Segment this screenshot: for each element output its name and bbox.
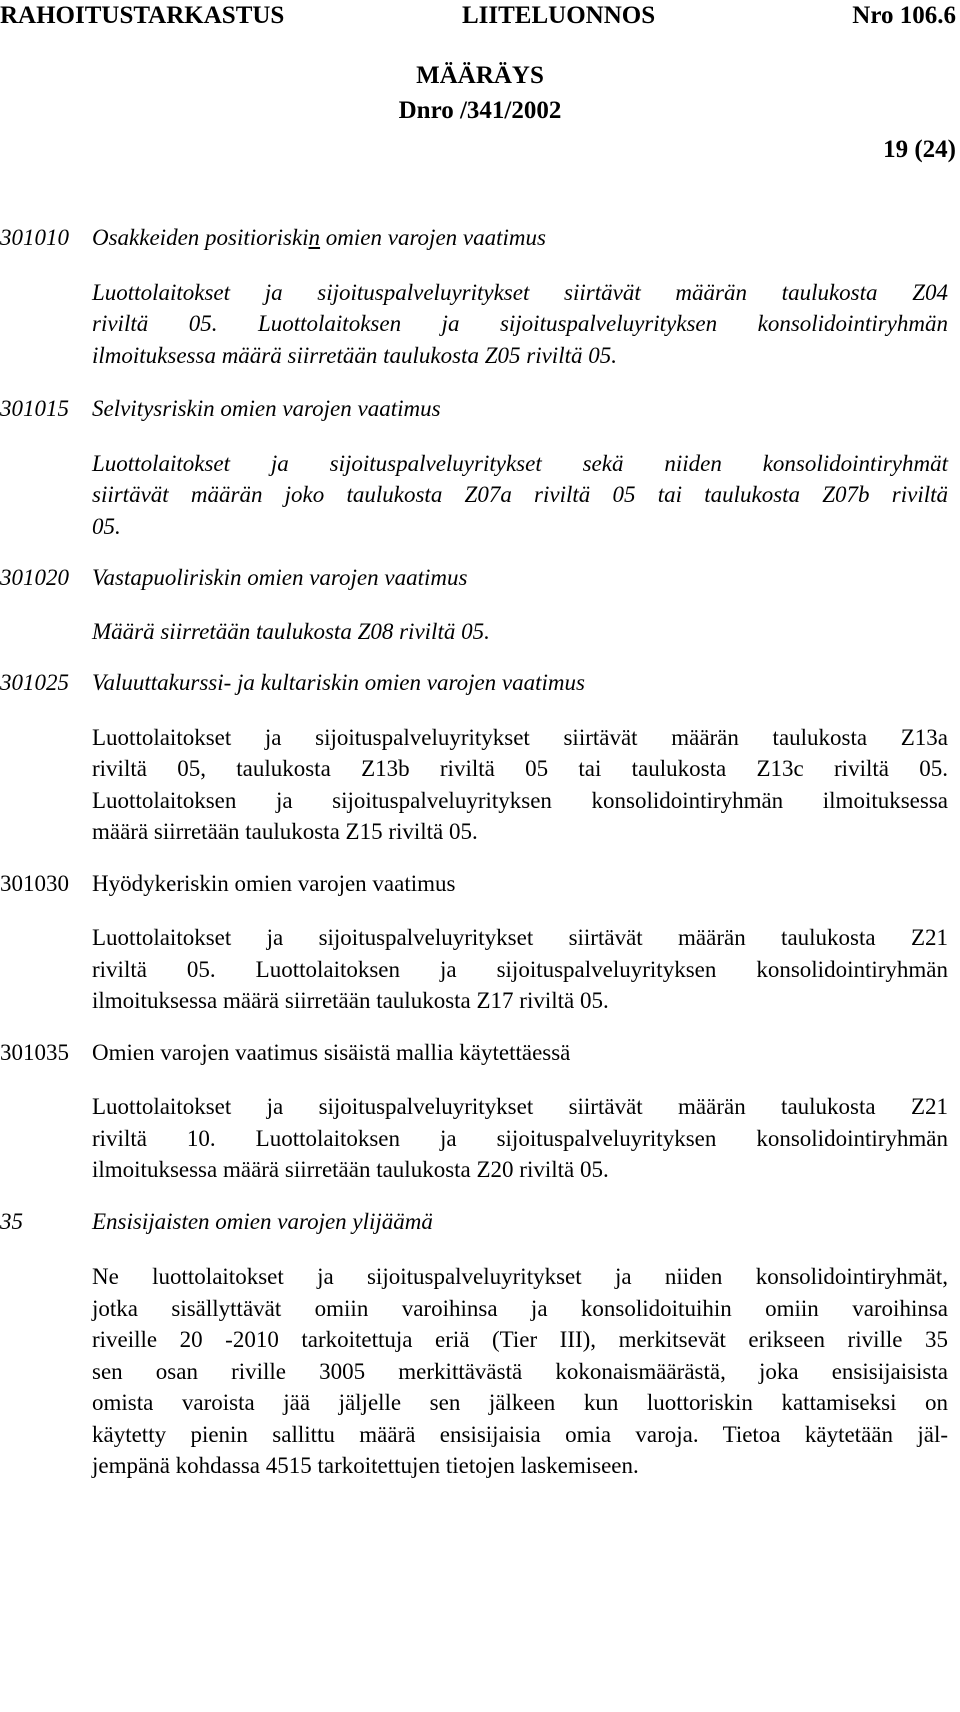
- body-line: ilmoituksessa määrä siirretään taulukosta Z05 riviltä 05.: [92, 342, 617, 368]
- section-title-underlined: n: [308, 225, 321, 250]
- body-line: määrä siirretään taulukosta Z15 riviltä 05.: [92, 819, 478, 844]
- body-line: Määrä siirretään taulukosta Z08 riviltä 05.: [92, 618, 490, 644]
- section-code: 301025: [0, 670, 69, 695]
- body-line: riviltä 10. Luottolaitoksen ja sijoituspalveluyrityksen konsolidointiryhmän: [92, 1125, 948, 1151]
- body-line: sen osan riville 3005 merkittävästä kokonaismäärästä, joka ensisijaisista: [92, 1358, 948, 1384]
- body-line: 05.: [92, 513, 121, 539]
- section-title-text: Osakkeiden positioriski: [92, 225, 309, 250]
- body-line: riviltä 05. Luottolaitoksen ja sijoituspalveluyrityksen konsolidointiryhmän: [92, 956, 948, 982]
- section-code: 301020: [0, 565, 69, 590]
- body-line: Ne luottolaitokset ja sijoituspalveluyritykset ja niiden konsolidointiryhmät,: [92, 1264, 948, 1289]
- section-301015: [0, 393, 960, 542]
- body-line: ilmoituksessa määrä siirretään taulukosta Z17 riviltä 05.: [92, 988, 609, 1013]
- section-title: [0, 393, 960, 425]
- section-301035: [0, 1037, 960, 1186]
- section-title-text: Selvitysriskin omien varojen vaatimus: [92, 396, 441, 421]
- section-title-text-end: omien varojen vaatimus: [320, 225, 546, 250]
- section-code: 301030: [0, 870, 69, 896]
- body-line: riviltä 05. Luottolaitoksen ja sijoituspalveluyrityksen konsolidointiryhmän: [92, 311, 948, 336]
- section-301030: [0, 868, 960, 1017]
- section-code: 35: [0, 1208, 23, 1234]
- section-title-text: Ensisijaisten omien varojen ylijäämä: [92, 1208, 433, 1234]
- body-line: jempänä kohdassa 4515 tarkoitettujen tietojen laskemiseen.: [92, 1453, 639, 1478]
- section-301010: [0, 222, 960, 371]
- body-line: Luottolaitokset ja sijoituspalveluyritykset siirtävät määrän taulukosta Z21: [92, 925, 948, 950]
- body-line: jotka sisällyttävät omiin varoihinsa ja konsolidoituihin omiin varoihinsa: [92, 1295, 948, 1321]
- section-title-text: Vastapuoliriskin omien varojen vaatimus: [92, 565, 468, 590]
- section-body: [92, 722, 948, 848]
- body-line: riviltä 05, taulukosta Z13b riviltä 05 tai taulukosta Z13c riviltä 05.: [92, 756, 948, 781]
- body-line: ilmoituksessa määrä siirretään taulukosta Z20 riviltä 05.: [92, 1157, 609, 1182]
- page-number: 19 (24): [883, 136, 956, 163]
- body-line: Luottolaitokset ja sijoituspalveluyritykset siirtävät määrän taulukosta Z13a: [92, 724, 948, 750]
- section-body: [92, 277, 948, 372]
- section-code: 301035: [0, 1039, 69, 1065]
- section-body: [92, 616, 948, 648]
- section-code: 301010: [0, 225, 69, 250]
- body-line: siirtävät määrän joko taulukosta Z07a riviltä 05 tai taulukosta Z07b riviltä: [92, 482, 948, 507]
- section-title-text: Valuuttakurssi- ja kultariskin omien varojen vaatimus: [92, 670, 585, 695]
- section-body: [92, 922, 948, 1017]
- section-code: 301015: [0, 396, 69, 421]
- body-line: käytetty pienin sallittu määrä ensisijaisia omia varoja. Tietoa käytetään jäl-: [92, 1421, 948, 1447]
- section-title: [0, 1206, 960, 1238]
- section-301025: [0, 667, 960, 848]
- section-title: [0, 667, 960, 699]
- body-line: omista varoista jää jäljelle sen jälkeen kun luottoriskin kattamiseksi on: [92, 1390, 948, 1415]
- body-line: Luottolaitokset ja sijoituspalveluyritykset siirtävät määrän taulukosta Z21: [92, 1094, 948, 1119]
- body-line: Luottolaitokset ja sijoituspalveluyritykset siirtävät määrän taulukosta Z04: [92, 279, 948, 305]
- section-body: [92, 1091, 948, 1186]
- body-line: riveille 20 -2010 tarkoitettuja eriä (Tier III), merkitsevät erikseen riville 35: [92, 1327, 948, 1352]
- diary-number: Dnro /341/2002: [398, 97, 562, 124]
- section-title: [0, 868, 960, 900]
- section-body: [92, 1261, 948, 1482]
- section-title-text: Hyödykeriskin omien varojen vaatimus: [92, 870, 456, 896]
- section-title: [0, 1037, 960, 1069]
- body-line: Luottolaitoksen ja sijoituspalveluyrityksen konsolidointiryhmän ilmoituksessa: [92, 787, 948, 813]
- body-line: Luottolaitokset ja sijoituspalveluyritykset sekä niiden konsolidointiryhmät: [92, 450, 948, 476]
- page-header: [0, 0, 960, 163]
- organization-name: RAHOITUSTARKASTUS: [0, 2, 285, 29]
- section-35: [0, 1206, 960, 1482]
- section-title-text: Omien varojen vaatimus sisäistä mallia käytettäessä: [92, 1039, 571, 1065]
- section-title: [0, 562, 960, 594]
- section-301020: [0, 562, 960, 647]
- document-body: [0, 222, 960, 1478]
- section-body: [92, 448, 948, 543]
- document-class: LIITELUONNOS: [462, 2, 656, 29]
- document-type: MÄÄRÄYS: [416, 62, 544, 89]
- section-title: [0, 222, 960, 254]
- document-number: Nro 106.6: [852, 2, 956, 29]
